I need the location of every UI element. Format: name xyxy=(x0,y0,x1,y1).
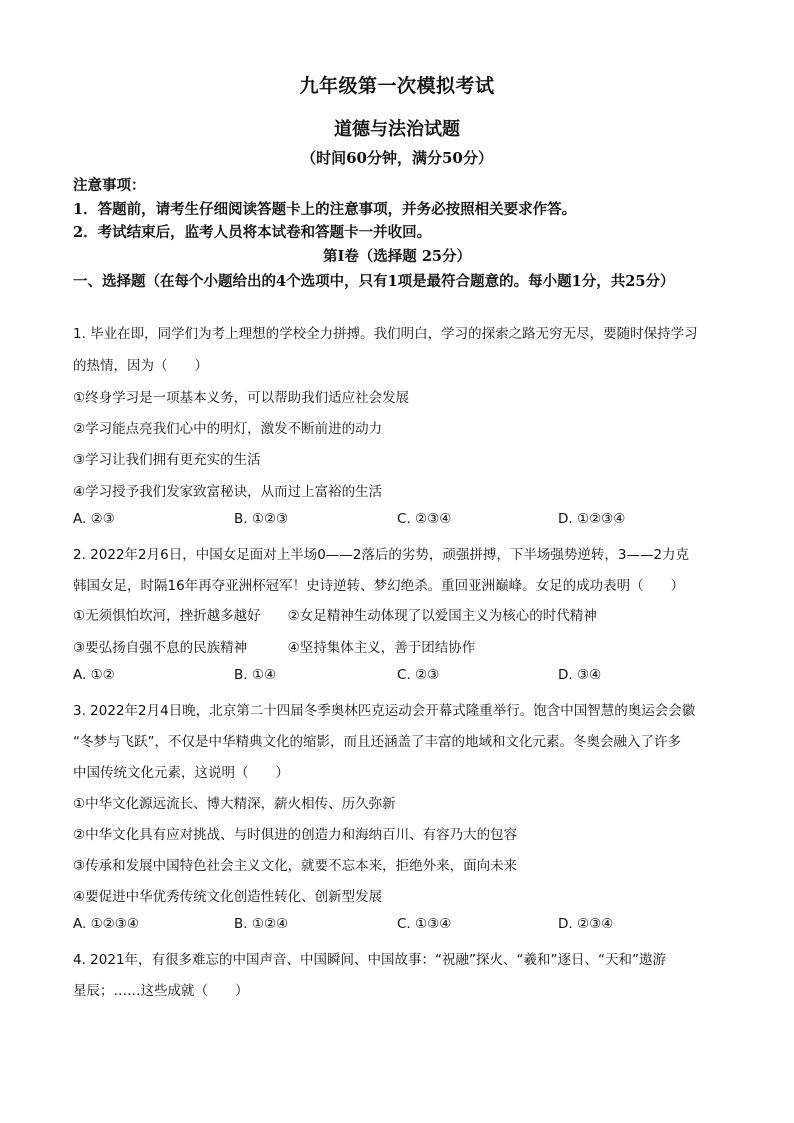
q1-option-b: B. ①②③ xyxy=(234,511,289,527)
q2-option-a: A. ①② xyxy=(73,667,115,683)
q3-stem-line-1: 3. 2022年2月4日晚，北京第二十四届冬季奥林匹克运动会开幕式隆重举行。饱含中国智慧的奥运会会徽 xyxy=(73,703,696,719)
q1-option-c: C. ②③④ xyxy=(397,511,452,527)
q4-stem-line-2: 星辰；……这些成就（ ） xyxy=(73,983,249,999)
q3-option-b: B. ①②④ xyxy=(234,916,289,932)
notes-heading: 注意事项： xyxy=(73,177,146,194)
q3-statement-4: ④要促进中华优秀传统文化创造性转化、创新型发展 xyxy=(73,889,383,905)
q3-option-c: C. ①③④ xyxy=(397,916,452,932)
q3-stem-line-3: 中国传统文化元素，这说明（ ） xyxy=(73,765,289,781)
q1-stem-line-1: 1. 毕业在即，同学们为考上理想的学校全力拼搏。我们明白，学习的探索之路无穷无尽，要随时保持学习 xyxy=(73,326,698,342)
section-title: 第Ⅰ卷（选择题 25分） xyxy=(322,248,471,265)
q4-stem-line-1: 4. 2021年，有很多难忘的中国声音、中国瞬间、中国故事：“祝融”探火、“羲和”逐日、“天和”遨游 xyxy=(73,952,666,968)
q2-option-b: B. ①④ xyxy=(234,667,277,683)
q1-statement-4: ④学习授予我们发家致富秘诀，从而过上富裕的生活 xyxy=(73,484,383,500)
q3-option-d: D. ②③④ xyxy=(558,916,614,932)
q3-stem-line-2: “冬梦与飞跃”，不仅是中华精典文化的缩影，而且还涵盖了丰富的地域和文化元素。冬奥会融入了许多 xyxy=(73,734,681,750)
q2-statement-1: ①无须惧怕坎河，挫折越多越好 ②女足精神生动体现了以爱国主义为核心的时代精神 xyxy=(73,608,597,624)
q1-option-a: A. ②③ xyxy=(73,511,115,527)
q2-stem-line-1: 2. 2022年2月6日，中国女足面对上半场0——2落后的劣势，顽强拼搏，下半场强势逆转，3——2力克 xyxy=(73,547,690,563)
q3-statement-3: ③传承和发展中国特色社会主义文化，就要不忘本来，拒绝外来，面向未来 xyxy=(73,858,518,874)
notes-item-1: 1．答题前，请考生仔细阅读答题卡上的注意事项，并务必按照相关要求作答。 xyxy=(73,201,577,218)
exam-subject: 道德与法治试题 xyxy=(334,119,460,140)
q2-option-c: C. ②③ xyxy=(397,667,440,683)
q3-option-a: A. ①②③④ xyxy=(73,916,139,932)
q2-option-d: D. ③④ xyxy=(558,667,602,683)
q1-option-d: D. ①②③④ xyxy=(558,511,626,527)
exam-title: 九年级第一次模拟考试 xyxy=(299,75,495,97)
exam-time-info: （时间60分钟，满分50分） xyxy=(301,149,493,167)
q1-stem-line-2: 的热情，因为（ ） xyxy=(73,358,208,374)
q2-statement-2: ③要弘扬自强不息的民族精神 ④坚持集体主义，善于团结协作 xyxy=(73,640,476,656)
q3-statement-2: ②中华文化具有应对挑战、与时俱进的创造力和海纳百川、有容乃大的包容 xyxy=(73,827,518,843)
q1-statement-1: ①终身学习是一项基本义务，可以帮助我们适应社会发展 xyxy=(73,390,410,406)
q3-statement-1: ①中华文化源远流长、博大精深，薪火相传、历久弥新 xyxy=(73,796,396,812)
notes-item-2: 2．考试结束后，监考人员将本试卷和答题卡一并收回。 xyxy=(73,224,432,241)
q1-statement-3: ③学习让我们拥有更充实的生活 xyxy=(73,452,261,468)
section-part-one: 一、选择题（在每个小题给出的4个选项中，只有1项是最符合题意的。每小题1分，共25分） xyxy=(73,273,675,290)
q1-statement-2: ②学习能点亮我们心中的明灯，激发不断前进的动力 xyxy=(73,421,383,437)
q2-stem-line-2: 韩国女足，时隔16年再夺亚洲杯冠军！史诗逆转、梦幻绝杀。重回亚洲巅峰。女足的成功表明（ ） xyxy=(73,578,685,594)
